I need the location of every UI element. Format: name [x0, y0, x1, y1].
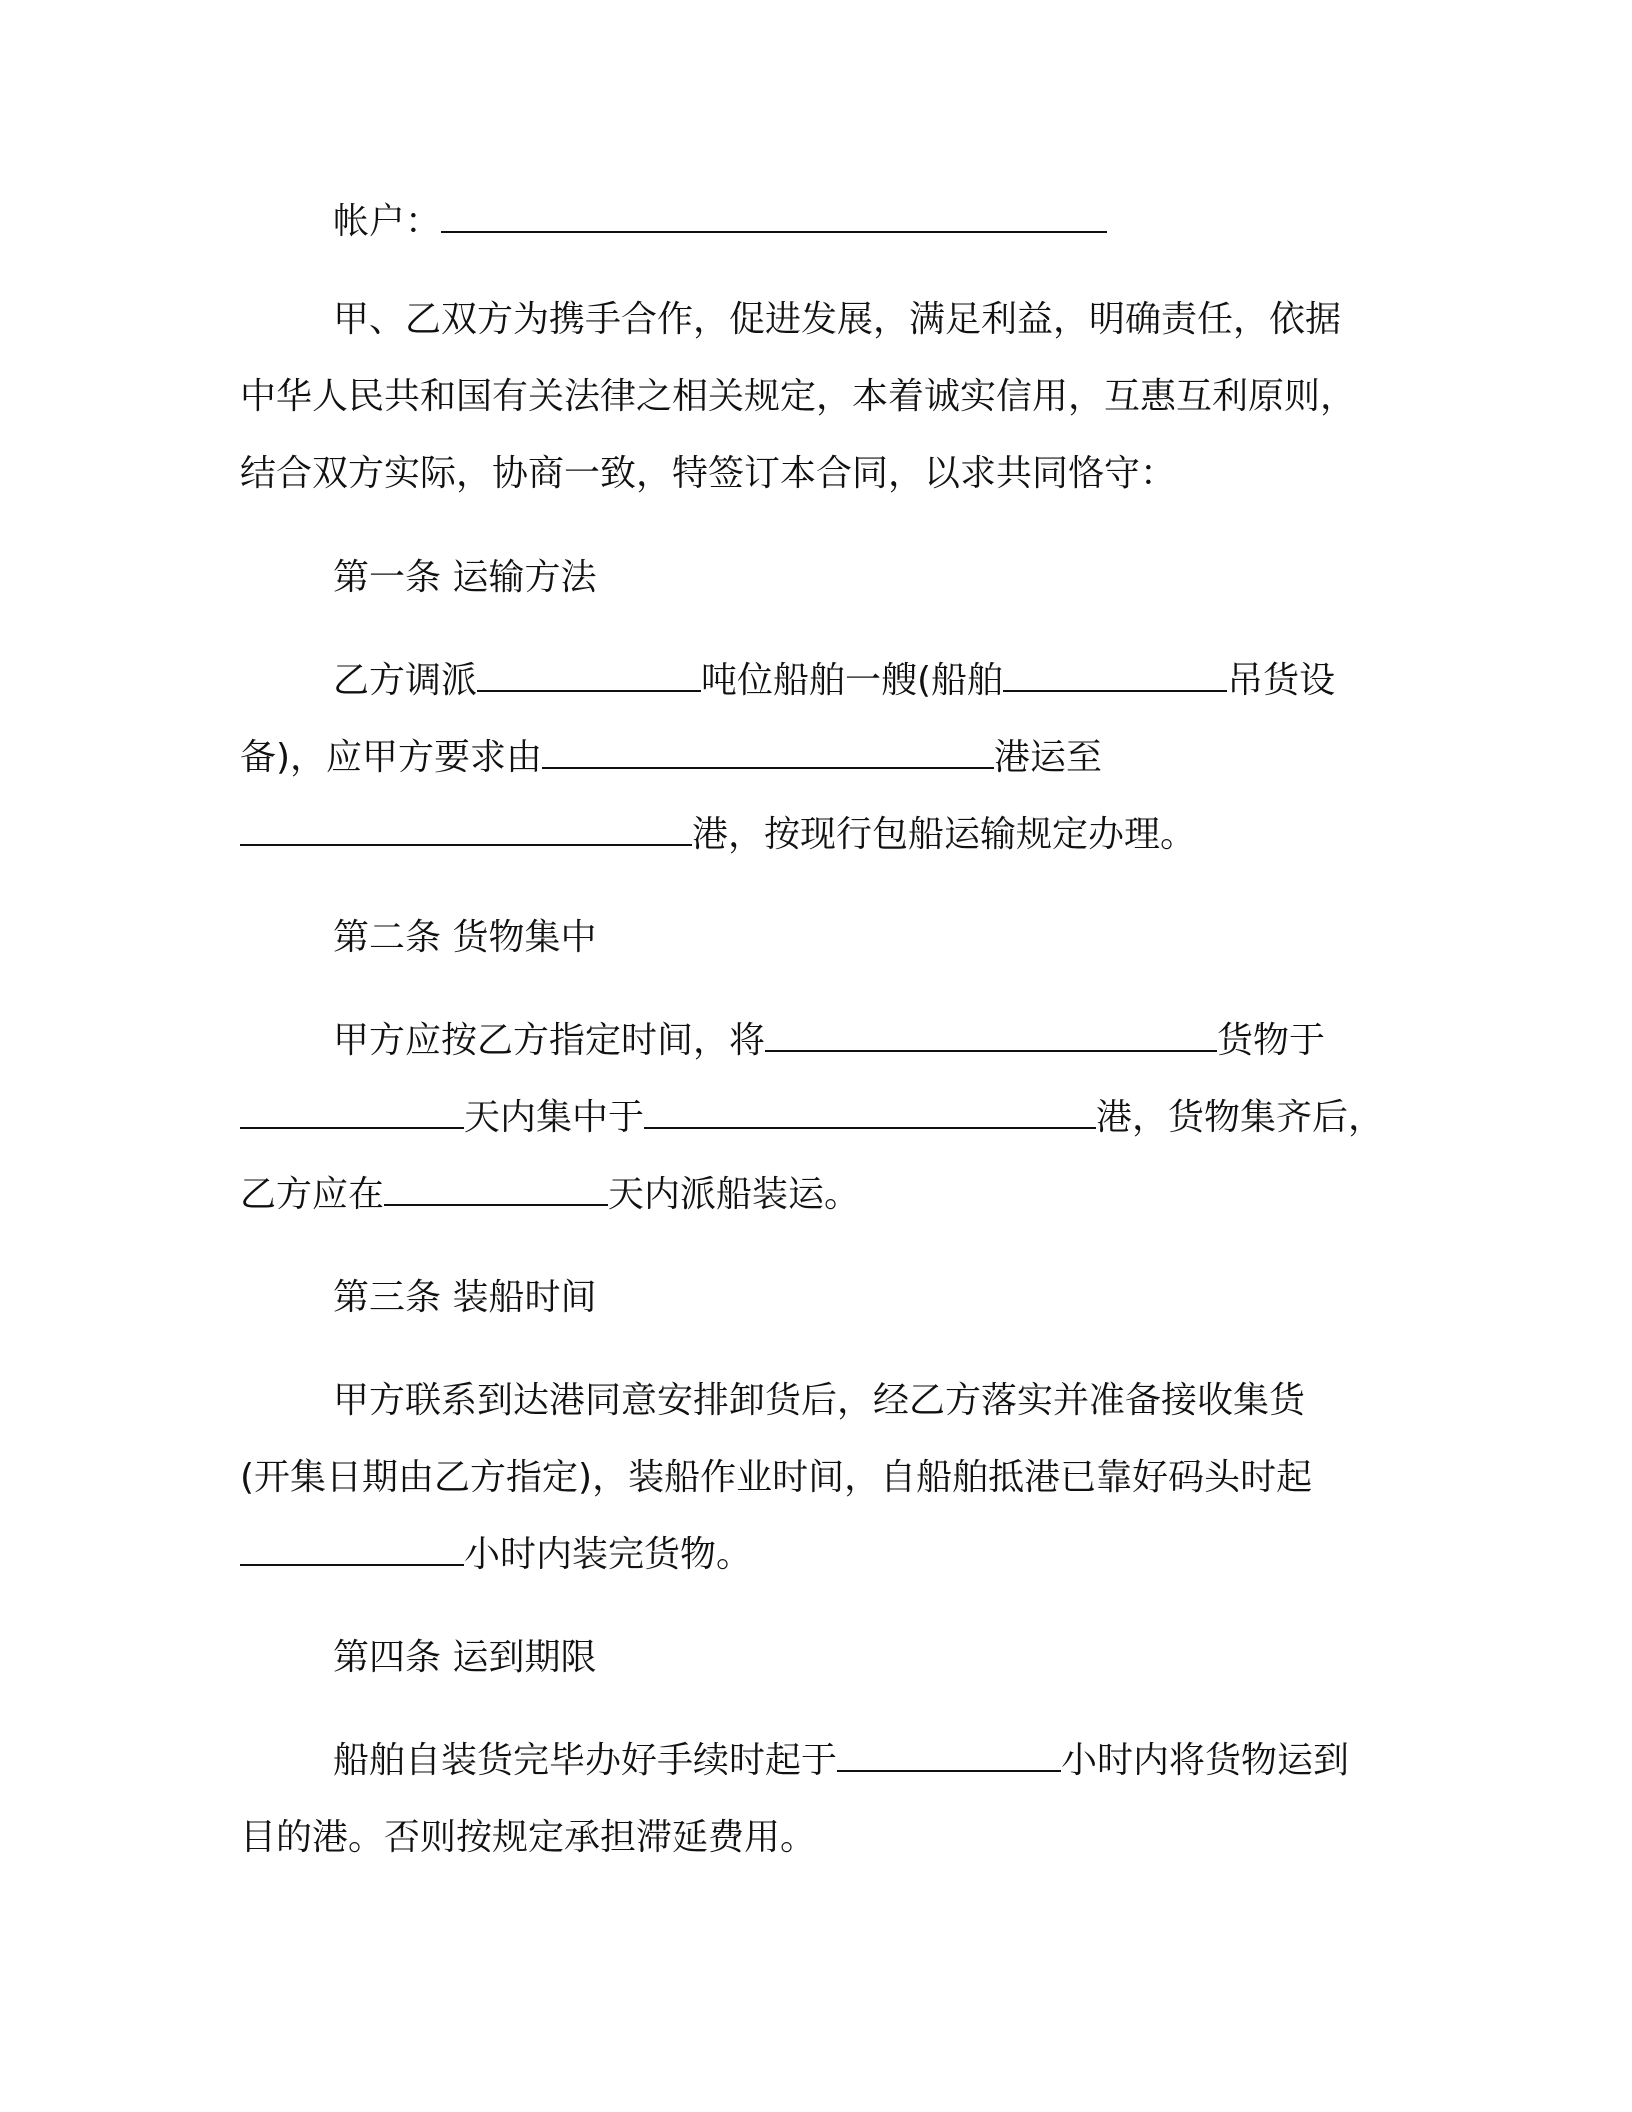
article-2-heading: 第二条 货物集中	[333, 917, 597, 958]
intro-line-3: 结合双方实际，协商一致，特签订本合同，以求共同恪守：	[240, 453, 1177, 494]
article-1-heading: 第一条 运输方法	[333, 557, 597, 598]
article-4-line-1	[333, 1739, 1349, 1783]
transit-hours-blank	[837, 1740, 1061, 1772]
article-1-text: 港运至	[994, 737, 1103, 778]
article-4-heading: 第四条 运到期限	[333, 1637, 597, 1678]
dispatch-days-blank	[384, 1174, 608, 1206]
article-2-line-2	[240, 1096, 1384, 1140]
article-1-text: 吨位船舶一艘(船舶	[701, 660, 1004, 701]
article-1-text: 吊货设	[1227, 660, 1336, 701]
cargo-blank	[765, 1020, 1217, 1052]
article-2-line-3	[240, 1173, 860, 1217]
article-3-line-2: (开集日期由乙方指定)，装船作业时间，自船舶抵港已靠好码头时起	[240, 1457, 1313, 1498]
loading-hours-blank	[240, 1534, 464, 1566]
tonnage-blank	[477, 660, 701, 692]
account-label: 帐户：	[333, 201, 442, 242]
article-3-line-1: 甲方联系到达港同意安排卸货后，经乙方落实并准备接收集货	[333, 1380, 1306, 1421]
article-2-text: 天内派船装运。	[608, 1174, 861, 1215]
gather-days-blank	[240, 1097, 464, 1129]
ship-equipment-blank	[1003, 660, 1227, 692]
gather-port-blank	[644, 1097, 1096, 1129]
article-4-text: 船舶自装货完毕办好手续时起于	[333, 1740, 838, 1781]
article-1-line-3	[240, 813, 1196, 857]
article-4-line-2: 目的港。否则按规定承担滞延费用。	[240, 1817, 817, 1858]
account-blank	[441, 201, 1107, 233]
article-2-text: 甲方应按乙方指定时间，将	[333, 1020, 766, 1061]
article-2-line-1	[333, 1019, 1325, 1063]
article-2-text: 货物于	[1217, 1020, 1326, 1061]
article-2-text: 港，货物集齐后，	[1096, 1097, 1385, 1138]
article-4-text: 小时内将货物运到	[1061, 1740, 1350, 1781]
article-2-text: 乙方应在	[240, 1174, 385, 1215]
article-1-text: 备)，应甲方要求由	[240, 737, 543, 778]
intro-line-1: 甲、乙双方为携手合作，促进发展，满足利益，明确责任，依据	[333, 299, 1342, 340]
intro-line-2: 中华人民共和国有关法律之相关规定，本着诚实信用，互惠互利原则，	[240, 376, 1357, 417]
article-1-line-1	[333, 659, 1335, 703]
article-1-text: 港，按现行包船运输规定办理。	[692, 814, 1197, 855]
article-3-text: 小时内装完货物。	[464, 1534, 753, 1575]
origin-port-blank	[542, 737, 994, 769]
article-1-text: 乙方调派	[333, 660, 478, 701]
article-3-line-3	[240, 1533, 752, 1577]
destination-port-blank	[240, 814, 692, 846]
account-line	[333, 200, 1107, 244]
article-3-heading: 第三条 装船时间	[333, 1277, 597, 1318]
article-1-line-2	[240, 736, 1102, 780]
article-2-text: 天内集中于	[464, 1097, 645, 1138]
